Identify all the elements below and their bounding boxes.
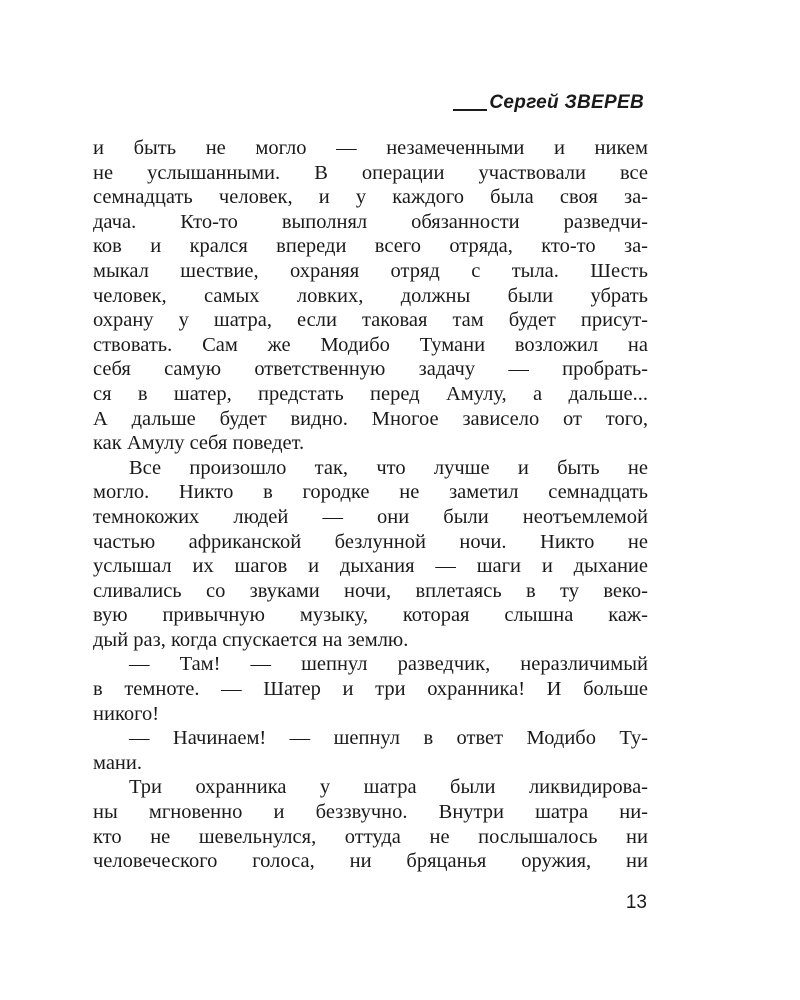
- text-line: вую привычную музыку, которая слышна каж-: [93, 604, 648, 627]
- text-line: мани.: [93, 751, 142, 774]
- header-rule: [453, 109, 487, 111]
- text-line: ны мгновенно и беззвучно. Внутри шатра ни-: [93, 801, 648, 824]
- page-number: 13: [625, 892, 647, 913]
- text-line: частью африканской безлунной ночи. Никто не: [93, 530, 648, 553]
- text-line: кто не шевельнулся, оттуда не послышалось ни: [93, 825, 648, 848]
- header-author: Сергей ЗВЕРЕВ: [489, 92, 644, 113]
- text-line: могло. Никто в городке не заметил семнадцать: [93, 481, 648, 504]
- text-line: А дальше будет видно. Многое зависело от того,: [93, 407, 648, 430]
- text-line: дый раз, когда спускается на землю.: [93, 628, 409, 651]
- text-line: себя самую ответственную задачу — пробрать-: [93, 358, 648, 381]
- text-line: сливались со звуками ночи, вплетаясь в ту веко-: [93, 579, 648, 602]
- text-line: ся в шатер, предстать перед Амулу, а дальше...: [93, 382, 648, 405]
- text-line: ствовать. Сам же Модибо Тумани возложил на: [93, 333, 648, 356]
- running-header: [453, 92, 644, 114]
- text-line: мыкал шествие, охраняя отряд с тыла. Шесть: [93, 259, 648, 282]
- text-line: никого!: [93, 702, 160, 725]
- text-line: и быть не могло — незамеченными и никем: [93, 137, 648, 159]
- text-line: в темноте. — Шатер и три охранника! И больше: [93, 678, 648, 701]
- text-line: человеческого голоса, ни бряцанья оружия, ни: [93, 850, 648, 873]
- text-line: семнадцать человек, и у каждого была своя за-: [93, 186, 648, 209]
- body-text: [93, 136, 648, 874]
- text-line: — Начинаем! — шепнул в ответ Модибо Ту-: [129, 727, 648, 750]
- text-line: Три охранника у шатра были ликвидирова-: [129, 776, 648, 799]
- text-line: человек, самых ловких, должны были убрать: [93, 284, 648, 307]
- text-line: услышал их шагов и дыхания — шаги и дыхание: [93, 555, 648, 578]
- text-line: — Там! — шепнул разведчик, неразличимый: [129, 653, 648, 676]
- text-line: ков и крался впереди всего отряда, кто-то за-: [93, 235, 648, 258]
- text-line: не услышанными. В операции участвовали все: [93, 161, 648, 184]
- text-line: охрану у шатра, если таковая там будет присут-: [93, 309, 648, 332]
- text-line: дача. Кто-то выполнял обязанности разведчи-: [93, 210, 648, 233]
- text-line: как Амулу себя поведет.: [93, 432, 305, 455]
- text-line: Все произошло так, что лучше и быть не: [129, 456, 648, 479]
- text-line: темнокожих людей — они были неотъемлемой: [93, 505, 648, 528]
